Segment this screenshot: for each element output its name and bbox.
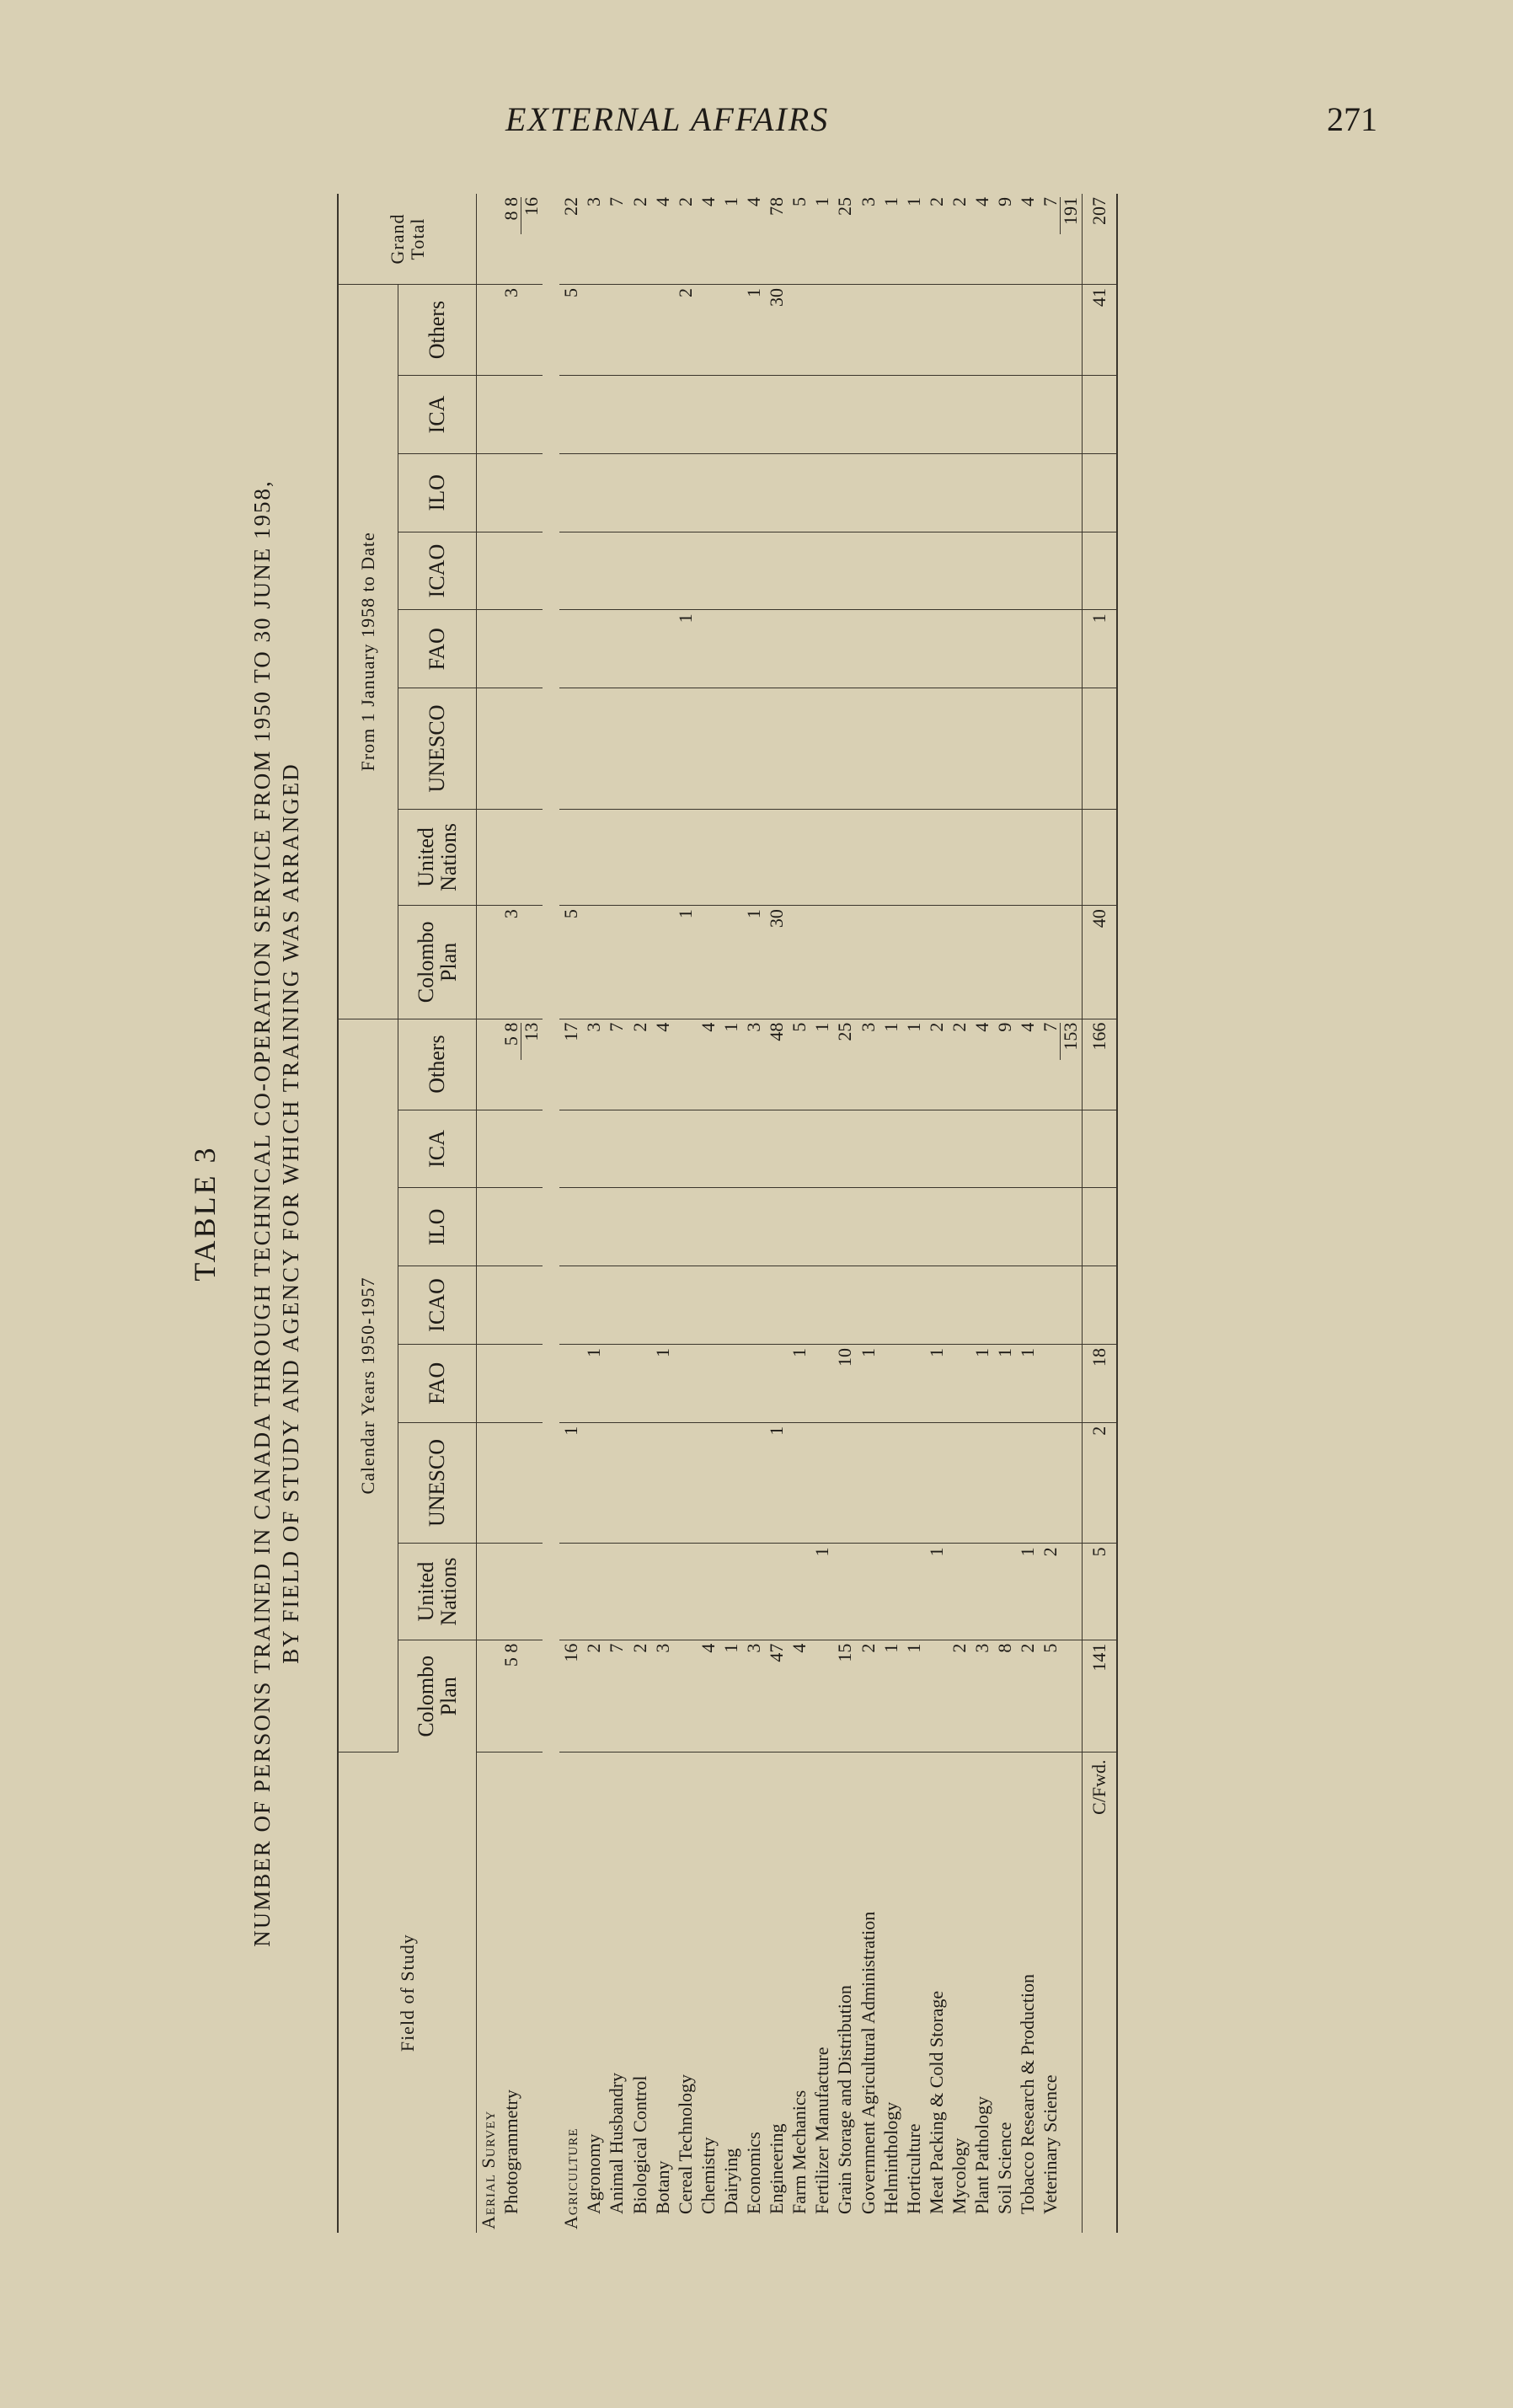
row-label: Dairying — [719, 2148, 741, 2214]
row-label: Economics — [743, 2132, 765, 2214]
calendar-years-header: Calendar Years 1950-1957 — [338, 1019, 398, 1752]
row-label: Botany — [651, 2160, 673, 2214]
table-caption-line-1: NUMBER OF PERSONS TRAINED IN CANADA THROUGH TECHNICAL CO-OPERATION SERVICE FROM 1950 TO 30 JUNE 1958, — [249, 479, 275, 1947]
col-others-1: Others — [398, 1019, 477, 1110]
col-fao-2: FAO — [398, 610, 477, 688]
table-row: Mycology 2 2 2 — [948, 194, 970, 2233]
col-icao-1: ICAO — [398, 1266, 477, 1345]
table-row: Biological Control 2 2 2 — [628, 194, 651, 2233]
table-row — [477, 194, 500, 2233]
table-row: Soil Science 8 1 9 9 — [993, 194, 1016, 2233]
table-row: Economics 3 3 1 1 4 — [742, 194, 765, 2233]
cell-colombo-1: 5 8 — [500, 1640, 543, 1752]
row-label: Biological Control — [628, 2075, 650, 2214]
col-unesco-2: UNESCO — [398, 688, 477, 810]
grand-subtotal: 191 — [1060, 197, 1080, 234]
col-united-nations-1: United Nations — [398, 1544, 477, 1640]
col-ica-1: ICA — [398, 1110, 477, 1188]
row-label: Horticulture — [902, 2123, 924, 2214]
row-label: Aerial Survey — [478, 2110, 499, 2229]
cell-total-1: 5 8 13 — [500, 1019, 543, 1110]
table-row: Chemistry 4 4 4 — [697, 194, 719, 2233]
table-row: Horticulture 1 1 1 — [902, 194, 925, 2233]
rotated-table-block — [168, 177, 1483, 2250]
group-header-row — [338, 194, 398, 2233]
row-label: Agriculture — [560, 2127, 582, 2229]
row-label: Fertilizer Manufacture — [811, 2047, 833, 2214]
row-label: Veterinary Science — [1040, 2074, 1061, 2214]
running-head: EXTERNAL AFFAIRS — [505, 100, 830, 138]
row-label: Cereal Technology — [674, 2074, 696, 2214]
table-row: Botany 3 1 4 4 — [651, 194, 674, 2233]
table-row: Farm Mechanics 4 1 5 5 — [788, 194, 810, 2233]
row-label: Meat Packing & Cold Storage — [925, 1990, 947, 2214]
table-row: Engineering 47 1 48 30 30 78 — [765, 194, 788, 2233]
row-label: Government Agricultural Administration — [857, 1911, 879, 2214]
table-row: Veterinary Science 5 2 7 153 7 191 — [1039, 194, 1083, 2233]
subtotal-1: 13 — [521, 1023, 541, 1060]
row-label: Chemistry — [697, 2137, 719, 2214]
from-1958-header: From 1 January 1958 to Date — [338, 285, 398, 1019]
table-row: Animal Husbandry 7 7 7 — [605, 194, 628, 2233]
table-row — [500, 194, 543, 2233]
table-row: Cereal Technology 1 1 2 2 — [674, 194, 697, 2233]
table-row: Plant Pathology 3 1 4 4 — [970, 194, 993, 2233]
col-ilo-1: ILO — [398, 1188, 477, 1266]
row-label: Tobacco Research & Production — [1017, 1974, 1039, 2214]
grand-total-header: Grand Total — [338, 194, 477, 285]
table-row: Government Agricultural Administration 2 1 3 3 — [857, 194, 879, 2233]
row-label: Photogrammetry — [500, 2090, 522, 2214]
table-body — [477, 194, 1117, 2233]
subtotal-1: 153 — [1060, 1023, 1080, 1060]
cell-grand-total: 8 8 16 — [500, 194, 543, 285]
table-caption — [248, 177, 305, 2250]
row-label: Agronomy — [583, 2133, 605, 2214]
col-unesco-1: UNESCO — [398, 1422, 477, 1544]
col-united-nations-2: United Nations — [398, 809, 477, 905]
field-of-study-header: Field of Study — [338, 1752, 477, 2233]
page-number: 271 — [1327, 100, 1377, 138]
row-label: Animal Husbandry — [606, 2072, 628, 2214]
table-row: Agronomy 2 1 3 3 — [582, 194, 605, 2233]
table-row: Agriculture 16 1 17 5 5 22 — [559, 194, 582, 2233]
row-label: Grain Storage and Distribution — [834, 1985, 856, 2214]
table-row: Dairying 1 1 1 — [719, 194, 742, 2233]
row-label: Mycology — [948, 2138, 970, 2214]
col-others-2: Others — [398, 285, 477, 376]
col-colombo-plan-2: Colombo Plan — [398, 906, 477, 1019]
table-row: Helminthology 1 1 1 — [879, 194, 902, 2233]
col-ilo-2: ILO — [398, 453, 477, 532]
row-label: Farm Mechanics — [789, 2090, 810, 2214]
table-row: Fertilizer Manufacture 1 1 1 — [810, 194, 833, 2233]
col-fao-1: FAO — [398, 1344, 477, 1422]
cell-colombo-2: 3 — [500, 906, 543, 1019]
table-row: Meat Packing & Cold Storage 1 1 2 2 — [925, 194, 948, 2233]
table-row: Tobacco Research & Production 2 1 1 4 4 — [1016, 194, 1039, 2233]
row-label: C/Fwd. — [1083, 1752, 1117, 2233]
row-label: Soil Science — [994, 2122, 1016, 2214]
col-ica-2: ICA — [398, 376, 477, 454]
table-heading: TABLE 3 — [188, 1145, 222, 1282]
col-colombo-plan-1: Colombo Plan — [398, 1640, 477, 1752]
table-row: Grain Storage and Distribution 15 10 25 25 — [833, 194, 856, 2233]
carried-forward-row: C/Fwd. 141 5 2 18 166 40 1 41 207 — [1083, 194, 1117, 2233]
table-caption-line-2: BY FIELD OF STUDY AND AGENCY FOR WHICH TRAINING WAS ARRANGED — [278, 763, 303, 1664]
row-label: Helminthology — [879, 2101, 901, 2214]
cell-total-2: 3 — [500, 285, 543, 376]
grand-subtotal: 16 — [521, 197, 541, 234]
row-label: Engineering — [766, 2123, 788, 2214]
row-label: Plant Pathology — [970, 2096, 992, 2214]
col-icao-2: ICAO — [398, 532, 477, 610]
training-table — [337, 194, 1118, 2233]
